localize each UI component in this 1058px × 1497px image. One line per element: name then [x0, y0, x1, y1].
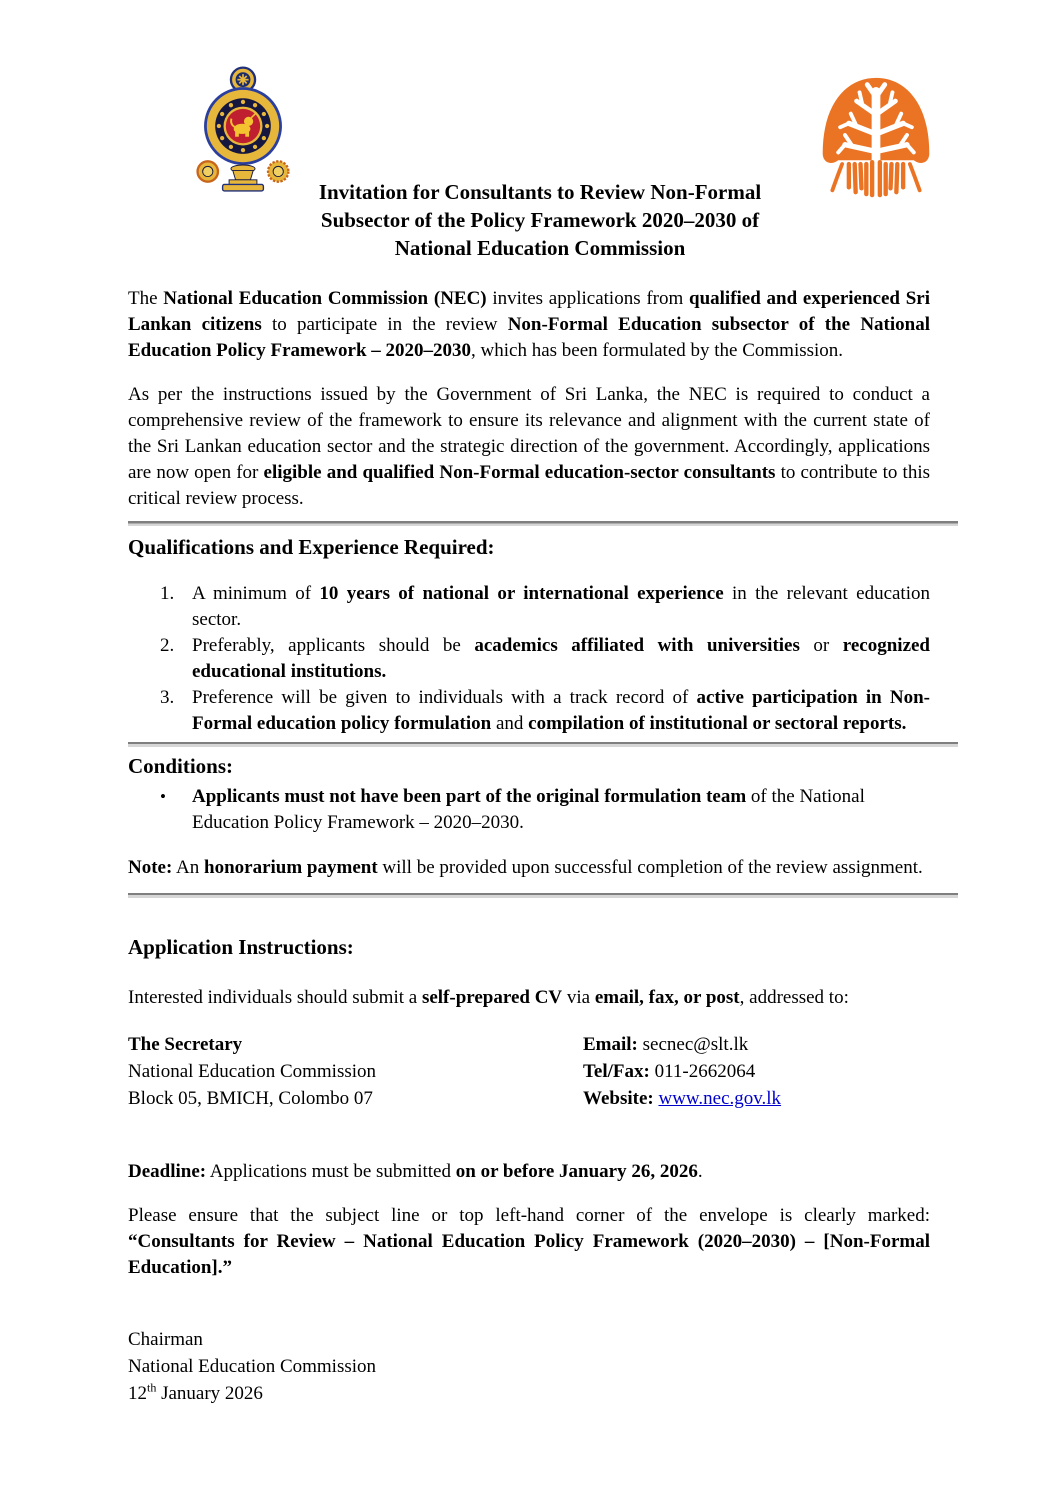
date-day: 12: [128, 1383, 147, 1404]
list-item: [128, 633, 930, 685]
telfax-value: 011-2662064: [654, 1061, 756, 1082]
section-divider: [128, 742, 958, 747]
deadline-paragraph: Deadline: Applications must be submitted on or before January 26, 2026.: [128, 1161, 703, 1182]
website-link[interactable]: www.nec.gov.lk: [658, 1088, 782, 1109]
contact-details: [583, 1031, 781, 1112]
conditions-bullet-text: Applicants must not have been part of the original formulation team of the National Education Policy Framework – 2020–2030.: [192, 786, 865, 833]
list-item-text: A minimum of 10 years of national or international experience in the relevant education sector.: [192, 583, 930, 630]
qualifications-heading: Qualifications and Experience Required:: [128, 535, 495, 559]
telfax-row: [583, 1058, 781, 1085]
intro-paragraph: The National Education Commission (NEC) invites applications from qualified and experienced Sri Lankan citizens to participate in the review Non-Formal Education subsector of the National Education Policy Framework – 2020–2030, which has been formulated by the Commission.: [128, 288, 930, 361]
signature-block: [128, 1326, 930, 1407]
signature-title: Chairman: [128, 1329, 203, 1350]
qualifications-list: [128, 581, 930, 737]
document-body: [0, 286, 1058, 1407]
note-paragraph: Note: An honorarium payment will be provided upon successful completion of the review assignment.: [128, 857, 923, 878]
document-header: [0, 0, 1058, 275]
contact-block: [128, 1031, 930, 1112]
email-value: secnec@slt.lk: [642, 1034, 749, 1055]
section-divider: [128, 893, 958, 898]
title-line-3: National Education Commission: [394, 236, 686, 260]
list-item: [128, 685, 930, 737]
date-month-year: January 2026: [156, 1383, 263, 1404]
list-item: [128, 581, 930, 633]
signature-org: National Education Commission: [128, 1356, 377, 1377]
list-item-text: Preference will be given to individuals with a track record of active participation in Non-Formal education policy formulation and compilation of institutional or sectoral reports.: [192, 687, 930, 734]
section-divider: [128, 521, 958, 526]
list-item-number: 3.: [160, 687, 175, 708]
date-ordinal: th: [147, 1380, 157, 1395]
document-title: [150, 178, 930, 262]
application-instructions-heading: Application Instructions:: [128, 935, 354, 959]
email-label: Email:: [583, 1034, 638, 1055]
list-item-number: 1.: [160, 583, 175, 604]
signature-date: [128, 1380, 930, 1407]
conditions-heading: Conditions:: [128, 754, 234, 778]
application-intro-paragraph: Interested individuals should submit a self-prepared CV via email, fax, or post, addressed to:: [128, 987, 849, 1008]
bullet-icon: •: [160, 787, 166, 806]
review-paragraph: As per the instructions issued by the Government of Sri Lanka, the NEC is required to conduct a comprehensive review of the framework to ensure its relevance and alignment with the current state of the Sri Lankan education sector and the strategic direction of the government. Accordingly, applications are now open for eligible and qualified Non-Formal education-sector consultants to contribute to this critical review process.: [128, 384, 930, 509]
website-label: Website:: [583, 1088, 654, 1109]
postal-address: [128, 1031, 583, 1112]
title-line-2: Subsector of the Policy Framework 2020–2030 of: [320, 208, 760, 232]
envelope-marking-paragraph: Please ensure that the subject line or top left-hand corner of the envelope is clearly marked: “Consultants for Review – National Education Policy Framework (2020–2030) – [Non-Formal Education].”: [128, 1205, 930, 1278]
addressee-street: Block 05, BMICH, Colombo 07: [128, 1088, 373, 1109]
addressee-name: The Secretary: [128, 1034, 243, 1055]
title-line-1: Invitation for Consultants to Review Non-Formal: [318, 180, 762, 204]
email-row: [583, 1031, 781, 1058]
website-row: [583, 1085, 781, 1112]
list-item-number: 2.: [160, 635, 175, 656]
conditions-bullet-item: [128, 784, 930, 836]
telfax-label: Tel/Fax:: [583, 1061, 650, 1082]
addressee-org: National Education Commission: [128, 1061, 377, 1082]
list-item-text: Preferably, applicants should be academics affiliated with universities or recognized educational institutions.: [192, 635, 931, 682]
